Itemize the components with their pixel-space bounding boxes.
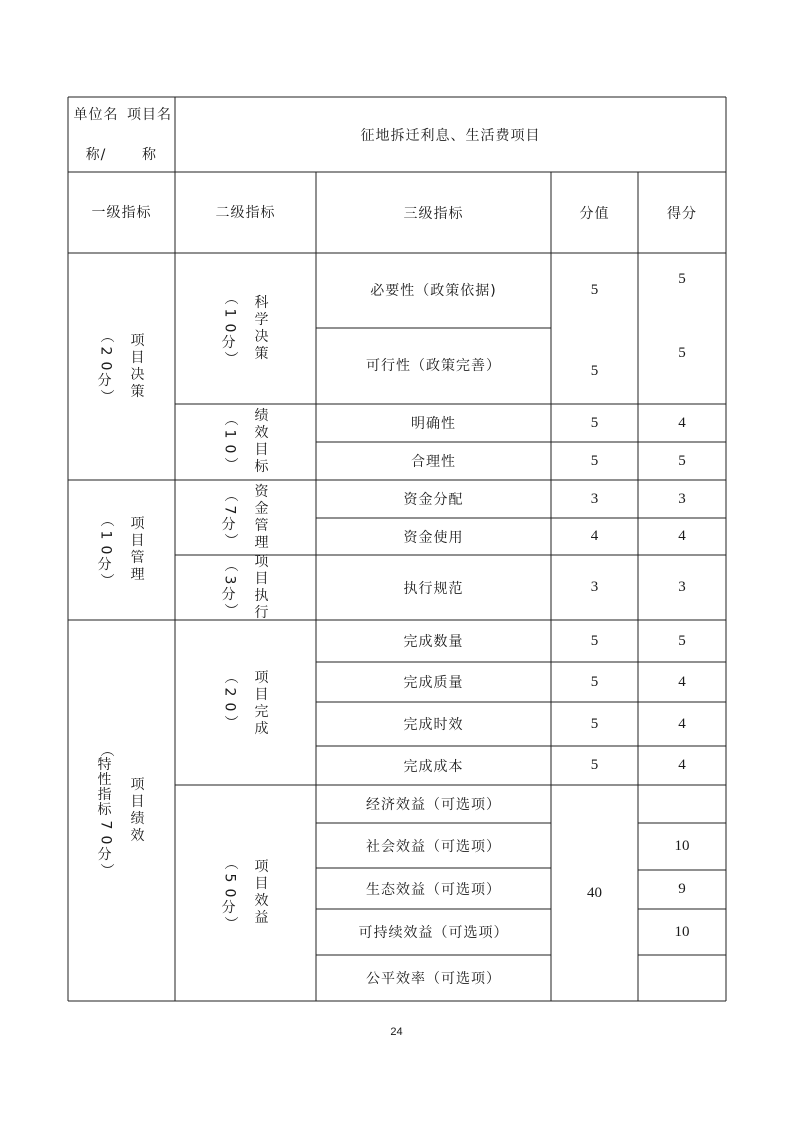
indicator-fund-allocation: 资金分配 [403,492,464,508]
score-execution-standard: 3 [678,579,686,595]
level2-project-benefit: 项 目 效 益 （ 5 0 分 ） [221,855,270,931]
value-execution-standard: 3 [590,579,599,595]
level1-project-performance [68,620,175,1001]
value-fund-use: 4 [590,528,599,544]
indicator-economic-benefit: 经济效益（可选项） [366,797,501,813]
indicator-rationality: 合理性 [411,454,456,470]
level1-name: 项 目 管 理 [130,516,146,583]
indicator-fairness-efficiency: 公平效率（可选项） [366,971,501,987]
value-benefit-total: 40 [587,884,602,901]
score-clarity: 4 [678,414,686,431]
indicator-completion-cost: 完成成本 [403,758,464,775]
value-completion-quantity: 5 [590,632,599,649]
score-rationality: 5 [678,452,686,469]
score-social-benefit: 10 [674,838,690,854]
level2-project-completion: 项 目 完 成 （ 2 0 ） [221,670,270,737]
column-header-level1: 一级 指标 [91,204,152,221]
score-feasibility: 5 [678,345,686,361]
column-header-level3: 三级指标 [403,205,464,222]
score-ecological-benefit: 9 [678,881,686,897]
score-fund-allocation: 3 [678,490,686,507]
column-header-level2: 二级 指标 [215,204,276,221]
value-feasibility: 5 [590,362,599,379]
indicator-necessity: 必要性 （政策依据) [370,282,497,299]
level1-note: （ 2 0 分 ） [97,329,114,404]
column-header-score-value: 分值 [579,205,610,222]
indicator-execution-standard: 执行规范 [403,580,464,597]
level1-note: （ 1 0 分 ） [97,512,114,588]
indicator-social-benefit: 社会效益（可选项） [366,838,501,855]
value-completion-timeliness: 5 [590,715,599,732]
level1-note: （ 特 性 指 标 7 0 分 ） [97,743,114,878]
value-clarity: 5 [590,414,599,431]
indicator-completion-timeliness: 完成时效 [403,717,464,733]
level2-scientific-decision: 科 学 决 策 （ 1 0 分 ） [221,291,270,366]
level2-performance-goal: 绩 效 目 标 （ 1 0 ） [221,408,270,475]
value-completion-cost: 5 [590,757,599,773]
score-fund-use: 4 [678,528,686,544]
project-name: 征地拆迁利息、生活费项目 [360,127,541,144]
score-economic-benefit [638,785,726,823]
score-fairness-efficiency [638,955,726,1001]
level1-project-decision [68,253,175,480]
column-header-score-obtained: 得分 [667,205,697,222]
value-fund-allocation: 3 [590,490,599,507]
unit-name-label: 单位名称/ 项目名称 [73,106,172,163]
indicator-sustainable-benefit: 可持续效益（可选项） [358,925,509,941]
level1-project-management [68,480,175,620]
level2-project-execution: 项 目 执 行 （ 3 分 ） [221,553,270,621]
value-rationality: 5 [590,452,599,469]
indicator-ecological-benefit: 生态效益（可选项） [366,881,501,898]
score-completion-quality: 4 [678,673,686,690]
value-necessity: 5 [590,282,599,298]
score-completion-cost: 4 [678,757,686,773]
indicator-fund-use: 资金使用 [403,529,464,546]
level2-fund-management: 资 金 管 理 （ 7 分 ） [221,483,270,551]
value-completion-quality: 5 [590,673,599,690]
indicator-clarity: 明确性 [411,416,456,432]
level1-name: 项 目 绩 效 [130,776,146,844]
score-sustainable-benefit: 10 [674,923,690,940]
page-number: 24 [390,1026,403,1038]
indicator-feasibility: 可行性 （政策完善） [366,358,501,374]
score-completion-quantity: 5 [678,632,686,649]
indicator-completion-quality: 完成质量 [403,675,464,691]
score-completion-timeliness: 4 [678,715,686,732]
indicator-completion-quantity: 完成数量 [403,634,464,650]
level1-name: 项 目 决 策 [130,332,146,400]
score-necessity: 5 [678,271,686,287]
